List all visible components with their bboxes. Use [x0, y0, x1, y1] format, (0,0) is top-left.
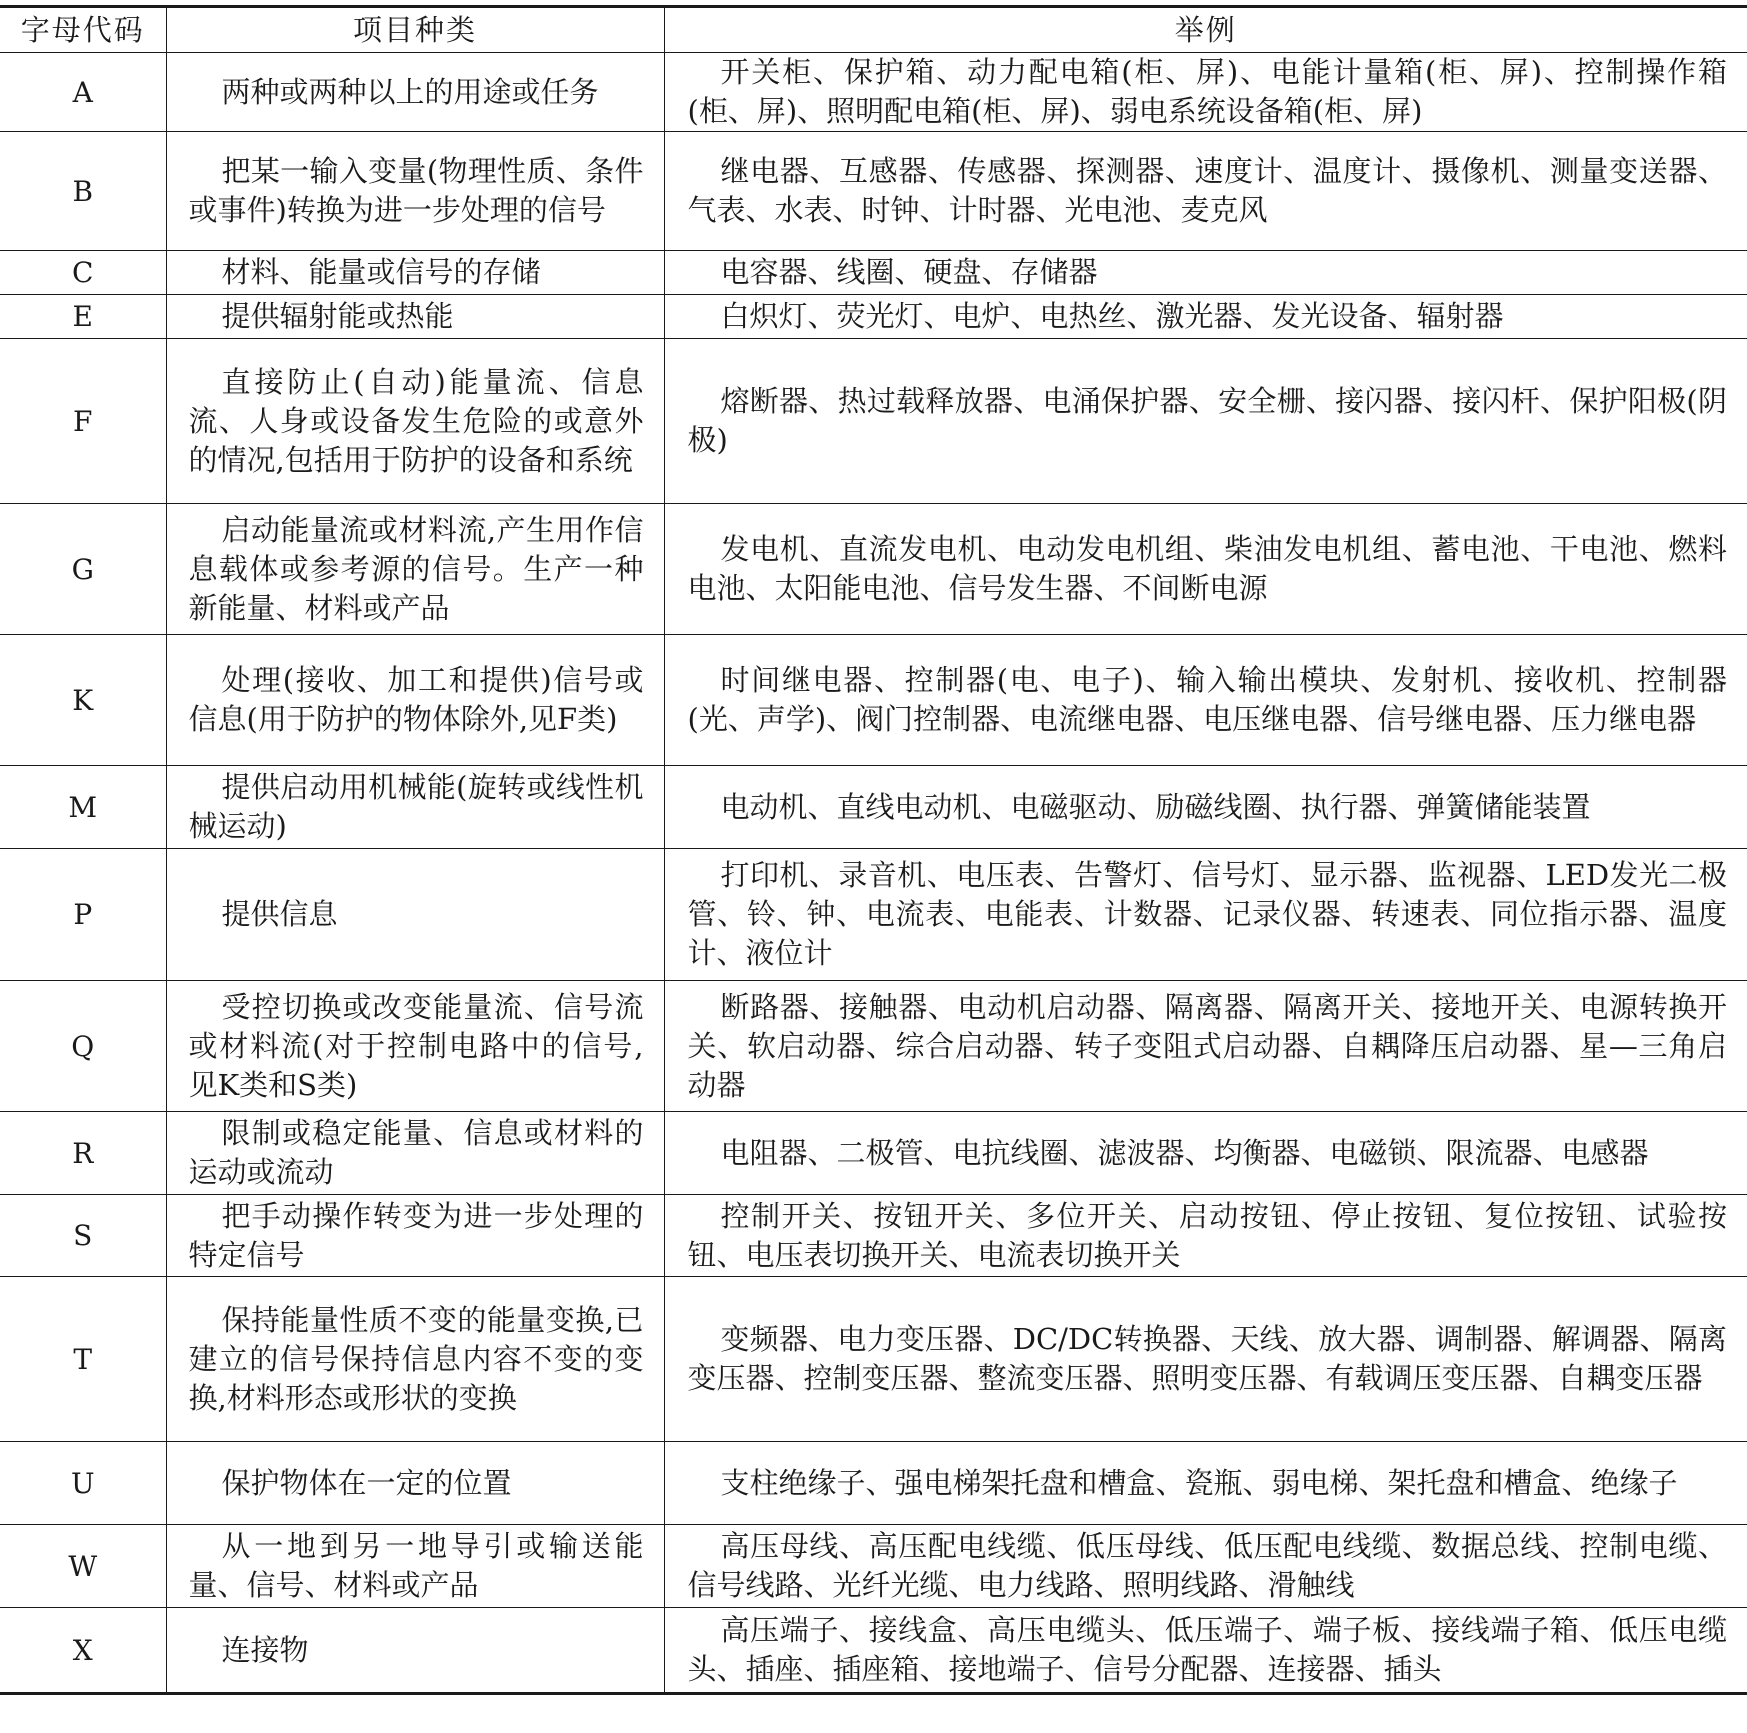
row-item-kind: 把某一输入变量(物理性质、条件或事件)转换为进一步处理的信号: [166, 132, 664, 251]
row-example: 电阻器、二极管、电抗线圈、滤波器、均衡器、电磁锁、限流器、电感器: [664, 1112, 1747, 1195]
table-row: [0, 53, 1747, 132]
row-letter-code: T: [0, 1277, 166, 1442]
row-item-kind: 直接防止(自动)能量流、信息流、人身或设备发生危险的或意外的情况,包括用于防护的设备和系统: [166, 339, 664, 504]
table-row: [0, 1112, 1747, 1195]
row-letter-code: F: [0, 339, 166, 504]
row-letter-code: Q: [0, 981, 166, 1112]
header-example: 举例: [664, 7, 1747, 53]
row-example: 控制开关、按钮开关、多位开关、启动按钮、停止按钮、复位按钮、试验按钮、电压表切换开关、电流表切换开关: [664, 1195, 1747, 1277]
row-example: 变频器、电力变压器、DC/DC转换器、天线、放大器、调制器、解调器、隔离变压器、控制变压器、整流变压器、照明变压器、有载调压变压器、自耦变压器: [664, 1277, 1747, 1442]
table-row: [0, 1195, 1747, 1277]
header-letter-code: 字母代码: [0, 7, 166, 53]
row-letter-code: G: [0, 504, 166, 635]
row-item-kind: 两种或两种以上的用途或任务: [166, 53, 664, 132]
row-example: 发电机、直流发电机、电动发电机组、柴油发电机组、蓄电池、干电池、燃料电池、太阳能电池、信号发生器、不间断电源: [664, 504, 1747, 635]
row-item-kind: 处理(接收、加工和提供)信号或信息(用于防护的物体除外,见F类): [166, 635, 664, 766]
row-letter-code: P: [0, 849, 166, 981]
table-row: [0, 1277, 1747, 1442]
row-letter-code: A: [0, 53, 166, 132]
row-letter-code: W: [0, 1525, 166, 1608]
row-letter-code: C: [0, 251, 166, 295]
row-example: 开关柜、保护箱、动力配电箱(柜、屏)、电能计量箱(柜、屏)、控制操作箱(柜、屏)、照明配电箱(柜、屏)、弱电系统设备箱(柜、屏): [664, 53, 1747, 132]
row-example: 继电器、互感器、传感器、探测器、速度计、温度计、摄像机、测量变送器、气表、水表、时钟、计时器、光电池、麦克风: [664, 132, 1747, 251]
row-example: 白炽灯、荧光灯、电炉、电热丝、激光器、发光设备、辐射器: [664, 295, 1747, 339]
row-item-kind: 提供辐射能或热能: [166, 295, 664, 339]
row-item-kind: 连接物: [166, 1608, 664, 1694]
row-example: 电动机、直线电动机、电磁驱动、励磁线圈、执行器、弹簧储能装置: [664, 766, 1747, 849]
row-item-kind: 启动能量流或材料流,产生用作信息载体或参考源的信号。生产一种新能量、材料或产品: [166, 504, 664, 635]
row-item-kind: 把手动操作转变为进一步处理的特定信号: [166, 1195, 664, 1277]
row-example: 熔断器、热过载释放器、电涌保护器、安全栅、接闪器、接闪杆、保护阳极(阴极): [664, 339, 1747, 504]
row-example: 支柱绝缘子、强电梯架托盘和槽盒、瓷瓶、弱电梯、架托盘和槽盒、绝缘子: [664, 1442, 1747, 1525]
table-row: [0, 635, 1747, 766]
row-letter-code: M: [0, 766, 166, 849]
row-letter-code: K: [0, 635, 166, 766]
table-row: [0, 251, 1747, 295]
row-item-kind: 提供信息: [166, 849, 664, 981]
row-item-kind: 受控切换或改变能量流、信号流或材料流(对于控制电路中的信号,见K类和S类): [166, 981, 664, 1112]
row-item-kind: 材料、能量或信号的存储: [166, 251, 664, 295]
row-letter-code: E: [0, 295, 166, 339]
header-row: [0, 7, 1747, 53]
row-example: 断路器、接触器、电动机启动器、隔离器、隔离开关、接地开关、电源转换开关、软启动器、综合启动器、转子变阻式启动器、自耦降压启动器、星—三角启动器: [664, 981, 1747, 1112]
row-example: 打印机、录音机、电压表、告警灯、信号灯、显示器、监视器、LED发光二极管、铃、钟、电流表、电能表、计数器、记录仪器、转速表、同位指示器、温度计、液位计: [664, 849, 1747, 981]
row-letter-code: B: [0, 132, 166, 251]
row-example: 电容器、线圈、硬盘、存储器: [664, 251, 1747, 295]
table-row: [0, 981, 1747, 1112]
row-letter-code: S: [0, 1195, 166, 1277]
row-letter-code: U: [0, 1442, 166, 1525]
row-letter-code: R: [0, 1112, 166, 1195]
table-row: [0, 504, 1747, 635]
table-row: [0, 339, 1747, 504]
letter-code-table: [0, 5, 1747, 1695]
row-item-kind: 提供启动用机械能(旋转或线性机械运动): [166, 766, 664, 849]
table-body: [0, 53, 1747, 1694]
row-item-kind: 从一地到另一地导引或输送能量、信号、材料或产品: [166, 1525, 664, 1608]
table-row: [0, 849, 1747, 981]
row-item-kind: 保护物体在一定的位置: [166, 1442, 664, 1525]
row-example: 高压母线、高压配电线缆、低压母线、低压配电线缆、数据总线、控制电缆、信号线路、光纤光缆、电力线路、照明线路、滑触线: [664, 1525, 1747, 1608]
table-row: [0, 132, 1747, 251]
row-item-kind: 限制或稳定能量、信息或材料的运动或流动: [166, 1112, 664, 1195]
table-row: [0, 1442, 1747, 1525]
table-row: [0, 1608, 1747, 1694]
table-row: [0, 1525, 1747, 1608]
row-example: 时间继电器、控制器(电、电子)、输入输出模块、发射机、接收机、控制器(光、声学)、阀门控制器、电流继电器、电压继电器、信号继电器、压力继电器: [664, 635, 1747, 766]
row-example: 高压端子、接线盒、高压电缆头、低压端子、端子板、接线端子箱、低压电缆头、插座、插座箱、接地端子、信号分配器、连接器、插头: [664, 1608, 1747, 1694]
row-letter-code: X: [0, 1608, 166, 1694]
table-row: [0, 766, 1747, 849]
table-header: [0, 7, 1747, 53]
table-row: [0, 295, 1747, 339]
row-item-kind: 保持能量性质不变的能量变换,已建立的信号保持信息内容不变的变换,材料形态或形状的变换: [166, 1277, 664, 1442]
header-item-kind: 项目种类: [166, 7, 664, 53]
